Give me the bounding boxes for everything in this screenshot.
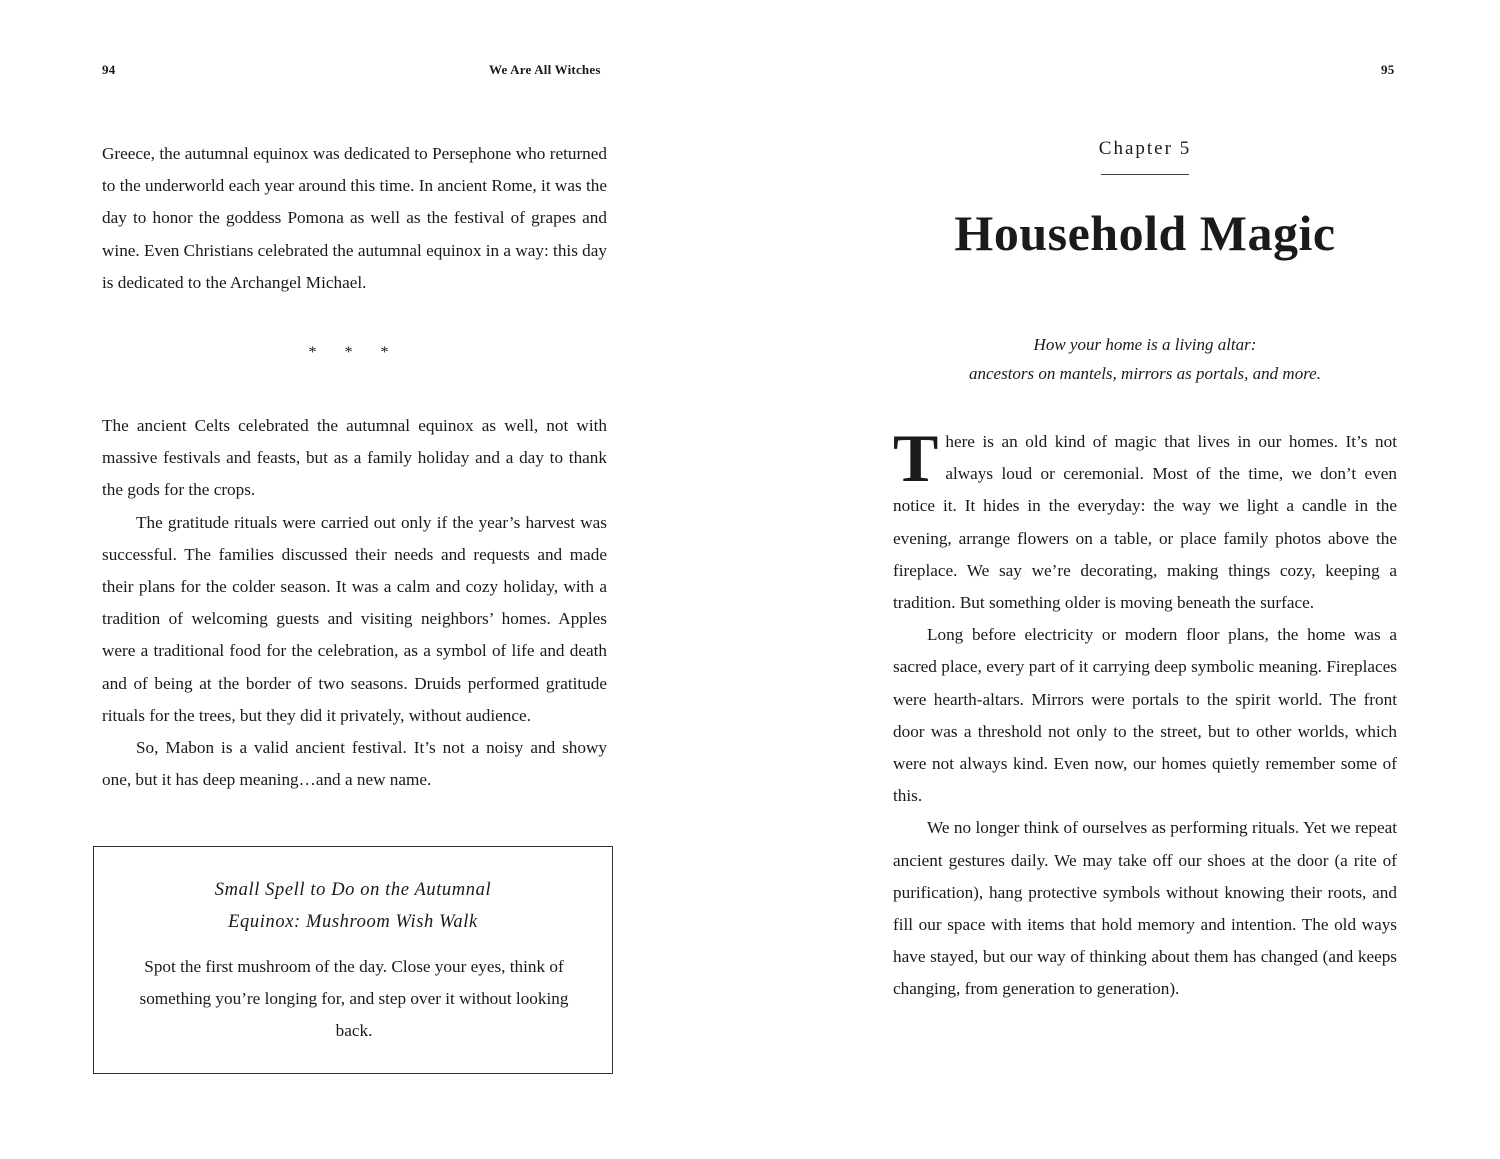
- spell-title-line-1: Small Spell to Do on the Autumnal: [214, 880, 492, 900]
- right-paragraph-3: We no longer think of ourselves as performing rituals. Yet we repeat ancient gestures daily. We may take off our shoes at the door (a rite of purification), hang protective symbols without knowing their roots, and fill our space with items that hold memory and intention. The old ways have stayed, but our way of thinking about them has changed (and keeps changing, from generation to generation).: [893, 818, 1397, 999]
- left-paragraph-3: The gratitude rituals were carried out only if the year’s harvest was successful. The families discussed their needs and requests and made their plans for the colder season. It was a calm and cozy holiday, with a tradition of welcoming guests and visiting neighbors’ homes. Apples were a traditional food for the celebration, as a symbol of life and death and of being at the border of two seasons. Druids performed gratitude rituals for the trees, but they did it privately, without audience.: [102, 512, 607, 725]
- epigraph: [750, 330, 1500, 388]
- left-paragraph-2: The ancient Celts celebrated the autumnal equinox as well, not with massive festivals and feasts, but as a family holiday and a day to thank the gods for the crops.: [102, 416, 607, 500]
- right-page: [750, 0, 1500, 1159]
- epigraph-line-1: How your home is a living altar:: [1033, 335, 1257, 354]
- chapter-rule: [1101, 174, 1189, 175]
- epigraph-line-2: ancestors on mantels, mirrors as portals, and more.: [969, 364, 1321, 383]
- right-paragraph-1: [893, 420, 1397, 619]
- page-number-left: 94: [102, 62, 116, 77]
- left-paragraph-1: Greece, the autumnal equinox was dedicated to Persephone who returned to the underworld each year around this time. In ancient Rome, it was the day to honor the goddess Pomona as well as the festival of grapes and wine. Even Christians celebrated the autumnal equinox in a way: this day is dedicated to the Archangel Michael.: [102, 144, 607, 292]
- section-break: * * *: [308, 344, 401, 361]
- left-paragraph-4: So, Mabon is a valid ancient festival. It’s not a noisy and showy one, but it has deep meaning…and a new name.: [102, 738, 607, 790]
- page-number-right: 95: [1381, 62, 1395, 77]
- spell-title: [94, 874, 612, 938]
- spell-text: Spot the first mushroom of the day. Close your eyes, think of something you’re longing for, and step over it without looking back.: [139, 957, 569, 1041]
- drop-cap: T: [893, 420, 939, 496]
- spell-box: [93, 846, 613, 1074]
- spell-title-line-2: Equinox: Mushroom Wish Walk: [228, 912, 478, 932]
- left-text-block-2: [102, 410, 607, 796]
- left-text-block-1: [102, 138, 607, 299]
- right-text-block: [893, 420, 1397, 1006]
- right-paragraph-1-text: here is an old kind of magic that lives in our homes. It’s not always loud or ceremonial. Most of the time, we don’t even notice it. It hides in the everyday: the way we light a candle in the evening, arrange flowers on a table, or place family photos above the fireplace. We say we’re decorating, making things cozy, keeping a tradition. But something older is moving beneath the surface.: [893, 432, 1397, 613]
- right-paragraph-2: Long before electricity or modern floor plans, the home was a sacred place, every part of it carrying deep symbolic meaning. Fireplaces were hearth-altars. Mirrors were portals to the spirit world. The front door was a threshold not only to the street, but to other worlds, which were not always kind. Even now, our homes quietly remember some of this.: [893, 625, 1397, 806]
- chapter-title: Household Magic: [954, 205, 1336, 261]
- chapter-label: Chapter 5: [1098, 138, 1192, 159]
- running-head: We Are All Witches: [489, 62, 601, 77]
